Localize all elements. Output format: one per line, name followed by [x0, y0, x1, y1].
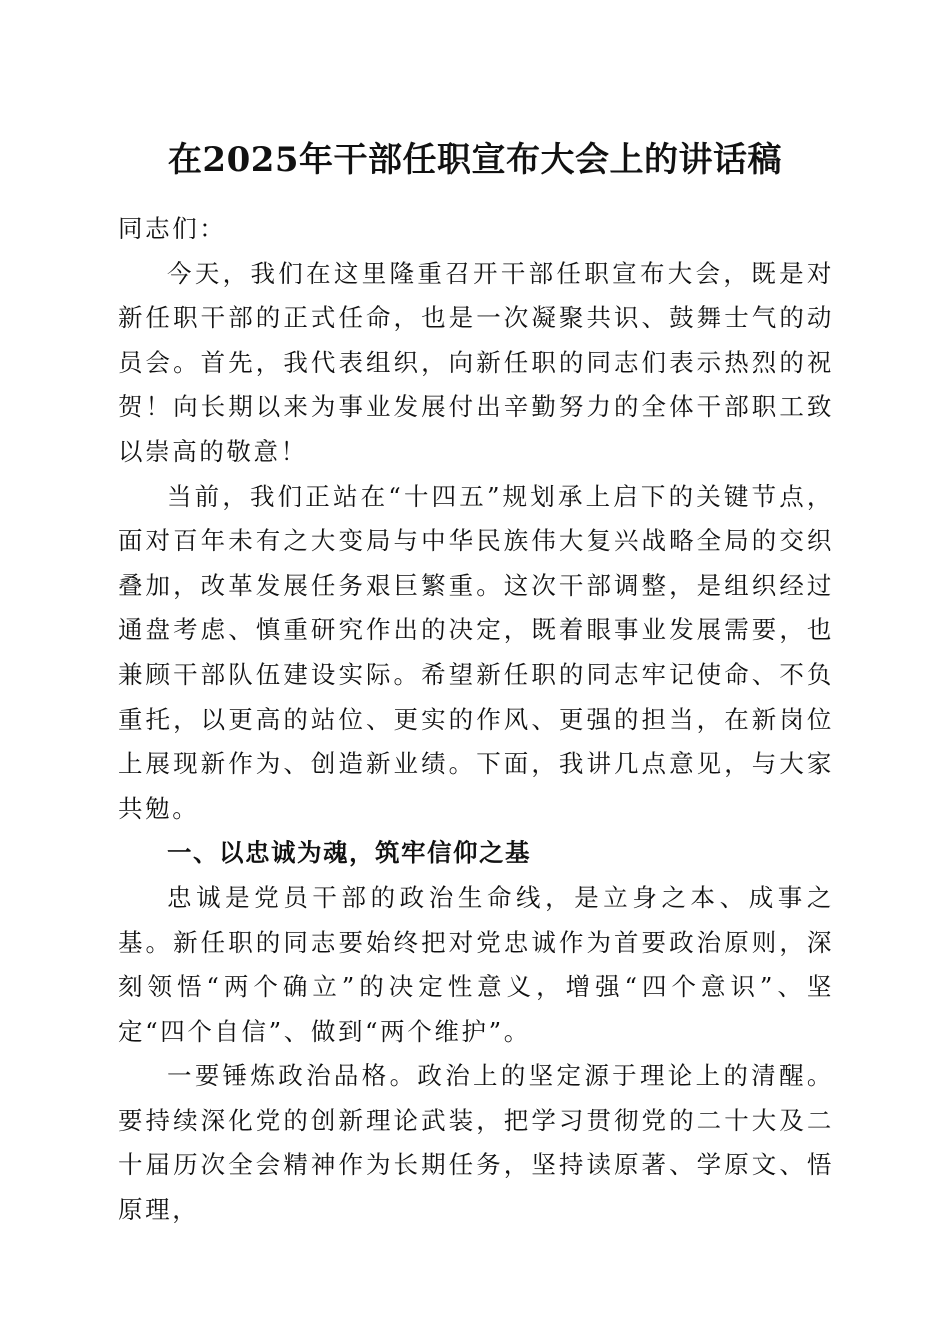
paragraph-loyalty: 忠诚是党员干部的政治生命线，是立身之本、成事之基。新任职的同志要始终把对党忠诚作为首要政治原则，深刻领悟“两个确立”的决定性意义，增强“四个意识”、坚定“四个自信”、做到“两个维护”。 — [118, 882, 834, 1046]
paragraph-opening: 今天，我们在这里隆重召开干部任职宣布大会，既是对新任职干部的正式任命，也是一次凝聚共识、鼓舞士气的动员会。首先，我代表组织，向新任职的同志们表示热烈的祝贺！向长期以来为事业发展付出辛勤努力的全体干部职工致以崇高的敬意！ — [118, 258, 834, 466]
document-title: 在2025年干部任职宣布大会上的讲话稿 — [167, 140, 783, 180]
section-heading: 一、以忠诚为魂，筑牢信仰之基 — [167, 838, 531, 868]
paragraph-political-character: 一要锤炼政治品格。政治上的坚定源于理论上的清醒。要持续深化党的创新理论武装，把学习贯彻党的二十大及二十届历次全会精神作为长期任务，坚持读原著、学原文、悟原理， — [118, 1061, 834, 1225]
document-body — [118, 207, 834, 1233]
salutation: 同志们： — [118, 214, 227, 243]
paragraph-context: 当前，我们正站在“十四五”规划承上启下的关键节点，面对百年未有之大变局与中华民族伟大复兴战略全局的交织叠加，改革发展任务艰巨繁重。这次干部调整，是组织经过通盘考虑、慎重研究作出的决定，既着眼事业发展需要，也兼顾干部队伍建设实际。希望新任职的同志牢记使命、不负重托，以更高的站位、更实的作风、更强的担当，在新岗位上展现新作为、创造新业绩。下面，我讲几点意见，与大家共勉。 — [118, 481, 834, 823]
